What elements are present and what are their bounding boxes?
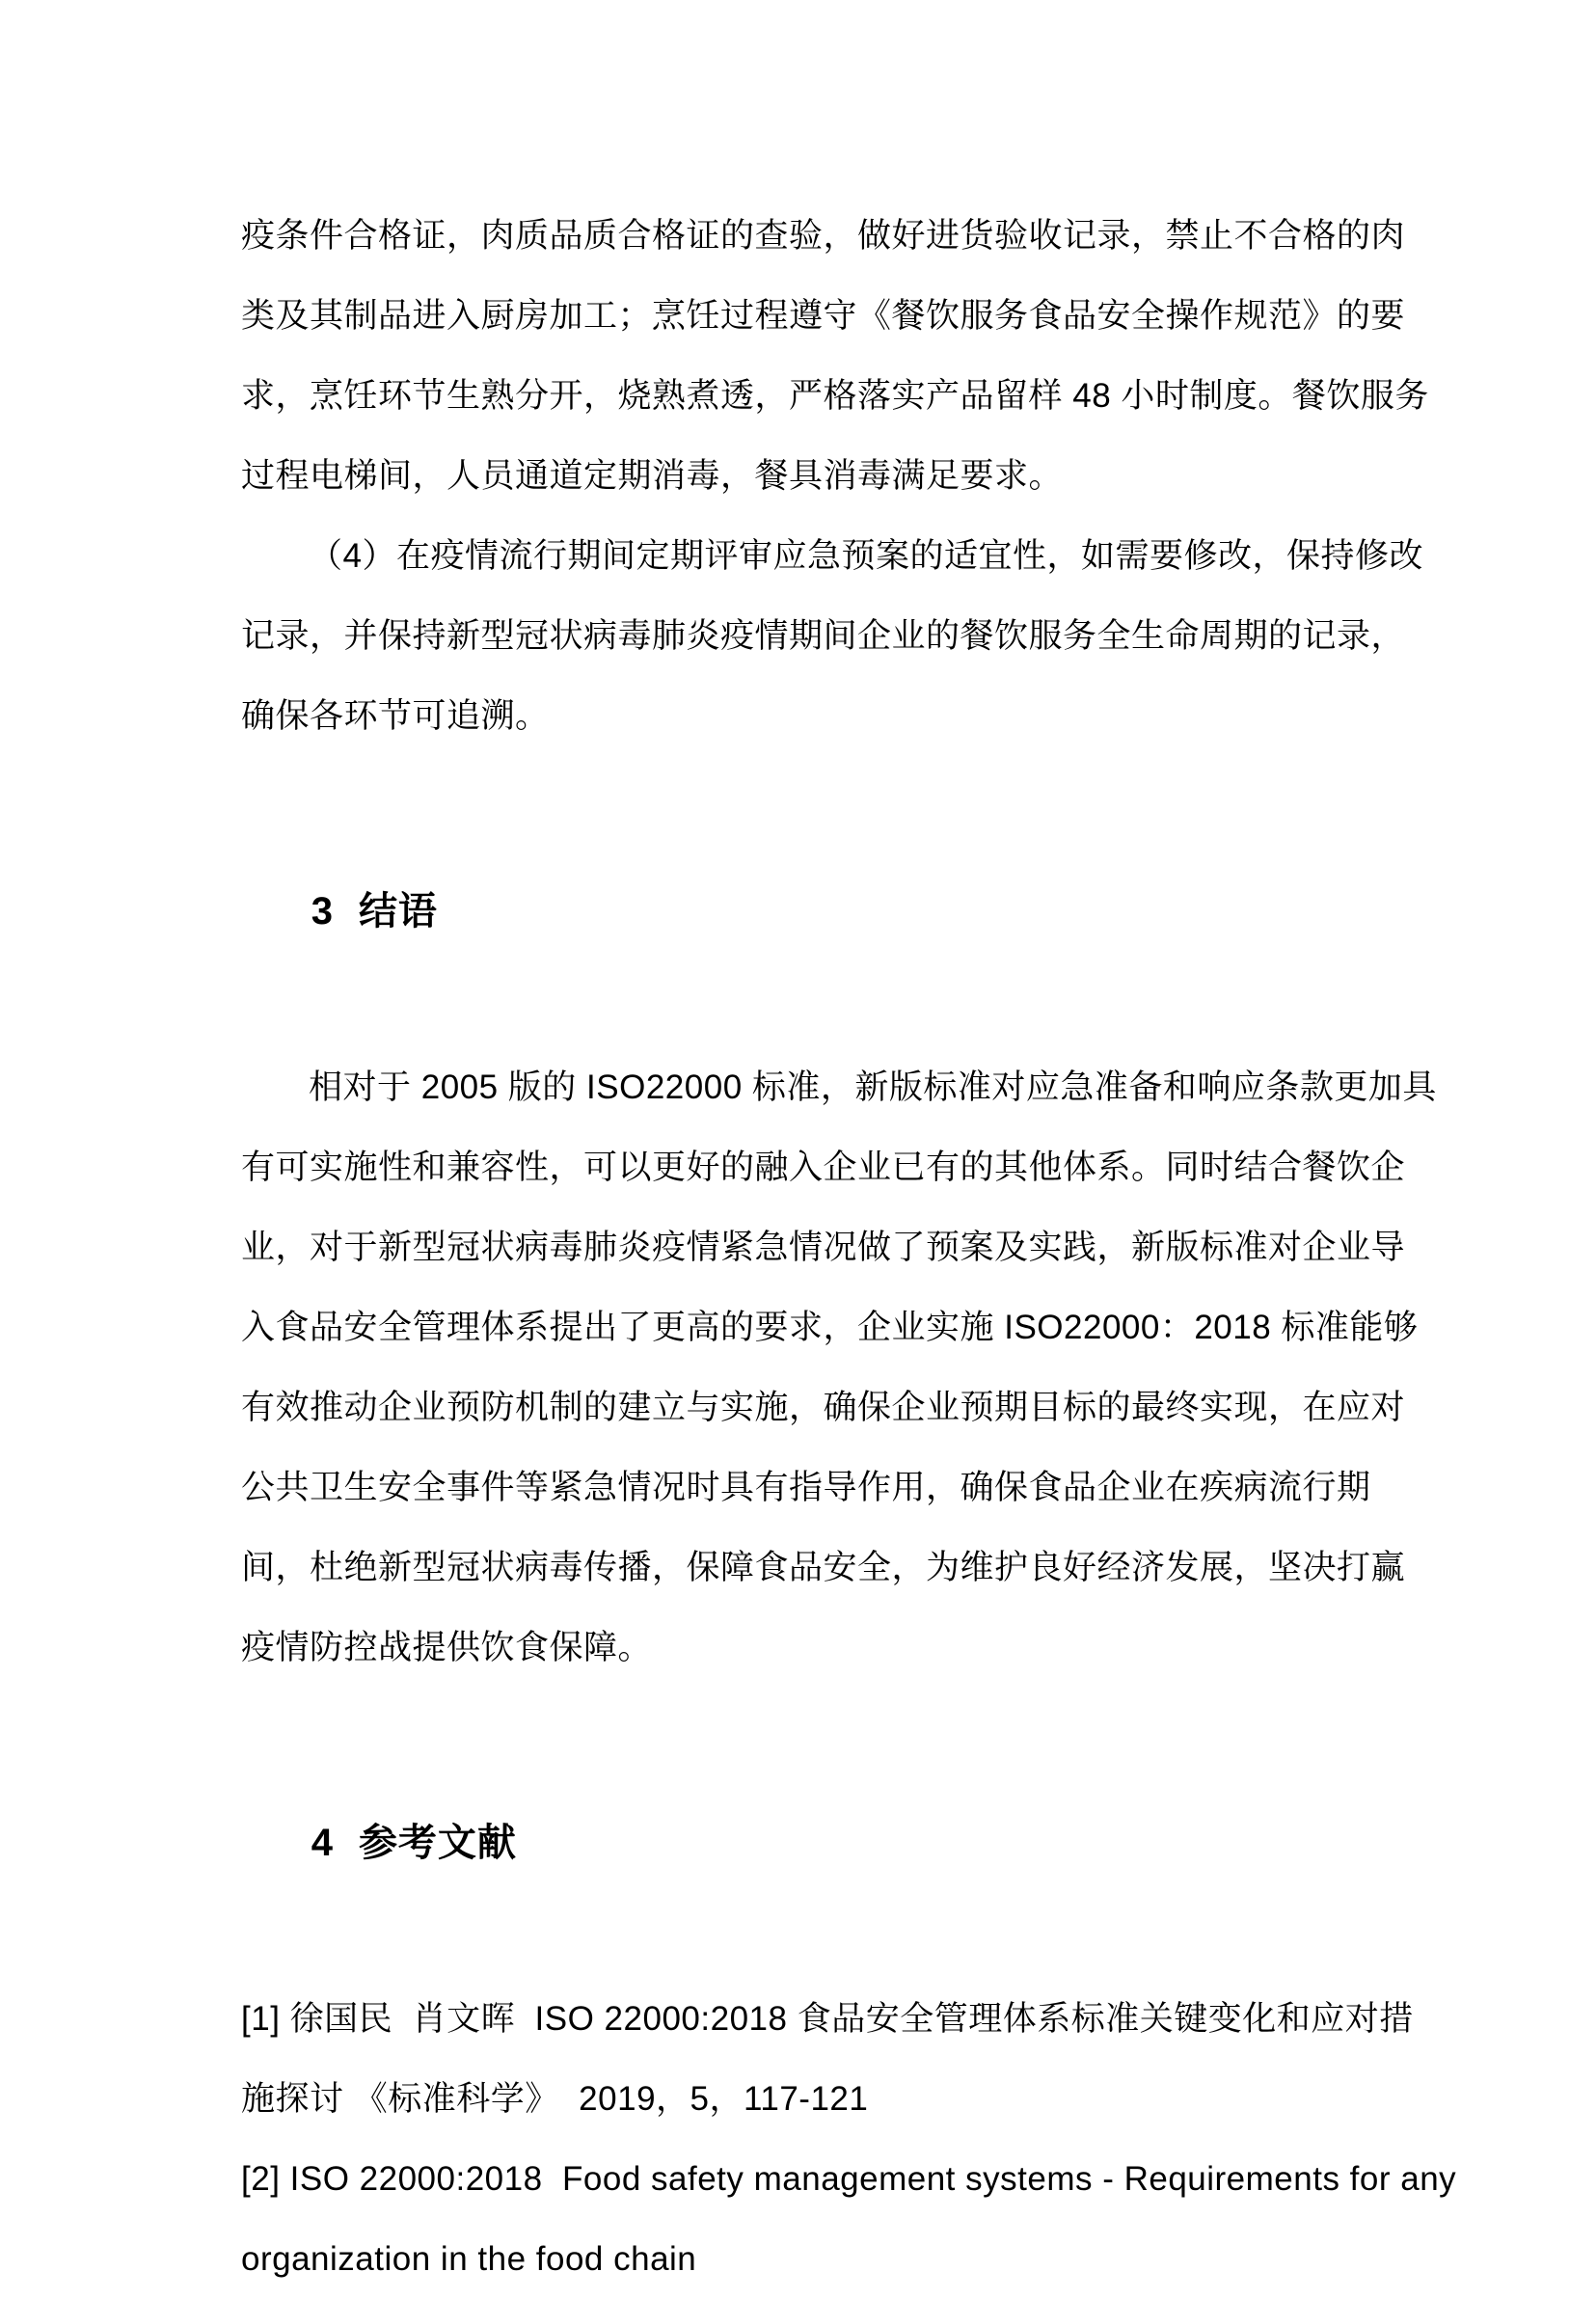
reference-line: [2] ISO 22000:2018 Food safety management systems - Requirements for any [241,2160,1457,2198]
paragraph-line: 间，杜绝新型冠状病毒传播，保障食品安全，为维护良好经济发展，坚决打赢 [241,1549,1406,1586]
paragraph-line: 公共卫生安全事件等紧急情况时具有指导作用，确保食品企业在疾病流行期 [241,1469,1371,1506]
paragraph-line: 入食品安全管理体系提出了更高的要求，企业实施 ISO22000：2018 标准能够 [241,1309,1419,1346]
paragraph-line: 业，对于新型冠状病毒肺炎疫情紧急情况做了预案及实践，新版标准对企业导 [241,1229,1406,1266]
section-heading-references [241,1713,1360,1973]
paragraph-line: 类及其制品进入厨房加工；烹饪过程遵守《餐饮服务食品安全操作规范》的要 [241,297,1406,335]
page-content [241,196,1457,2299]
paragraph-line: 有可实施性和兼容性，可以更好的融入企业已有的其他体系。同时结合餐饮企 [241,1149,1406,1186]
paragraph-line: 相对于 2005 版的 ISO22000 标准，新版标准对应急准备和响应条款更加具 [309,1068,1437,1106]
paragraph-line: 疫条件合格证，肉质品质合格证的查验，做好进货验收记录，禁止不合格的肉 [241,217,1406,255]
reference-line: 施探讨 《标准科学》 2019，5，117-121 [241,2080,869,2118]
reference-line: organization in the food chain [241,2240,697,2278]
heading-number: 3 [311,890,334,933]
paragraph-line: 疫情防控战提供饮食保障。 [241,1629,653,1666]
heading-title: 参考文献 [358,1822,517,1864]
heading-title: 结语 [358,890,438,933]
paragraph-line: 有效推动企业预防机制的建立与实施，确保企业预期目标的最终实现，在应对 [241,1389,1406,1426]
paragraph-line: 过程电梯间，人员通道定期消毒，餐具消毒满足要求。 [241,457,1064,495]
reference-line: [1] 徐国民 肖文晖 ISO 22000:2018 食品安全管理体系标准关键变化和应对措 [241,2000,1414,2038]
paragraph-line: 记录，并保持新型冠状病毒肺炎疫情期间企业的餐饮服务全生命周期的记录， [241,617,1406,655]
section-heading-conclusion [241,781,1360,1041]
paragraph-line: 求，烹饪环节生熟分开，烧熟煮透，严格落实产品留样 48 小时制度。餐饮服务 [241,377,1429,415]
paragraph-line: （4）在疫情流行期间定期评审应急预案的适宜性，如需要修改，保持修改 [309,537,1423,575]
heading-number: 4 [311,1822,334,1864]
paragraph-line: 确保各环节可追溯。 [241,697,550,735]
